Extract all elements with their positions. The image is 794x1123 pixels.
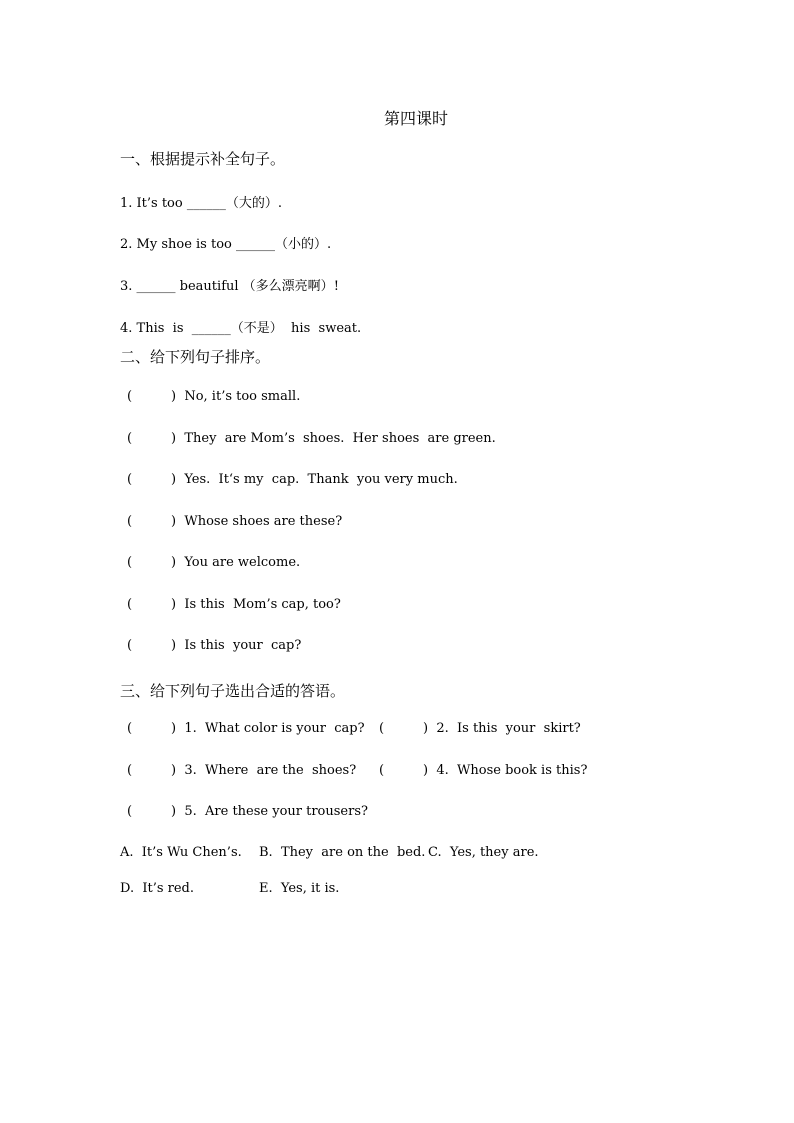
answer-option-c: C. Yes, they are. [428,845,539,860]
answer-paren-open: ( [127,431,133,446]
answer-option-d: D. It’s red. [120,881,195,896]
answer-paren-open: ( [127,763,133,778]
match-question-4 [379,763,587,778]
answer-paren-close: ) [171,638,177,653]
answer-option-b: B. They are on the bed. [259,845,426,860]
answer-paren-open: ( [127,638,133,653]
order-item-1 [127,389,300,404]
item-hint: （不是） [230,321,283,336]
question-text: 5. Are these your trousers? [184,804,368,819]
item-tail: . [277,196,282,211]
order-item-5 [127,555,300,570]
item-text: 2. My shoe is too ______ [120,237,275,252]
answer-paren-open: ( [127,389,133,404]
answer-paren-open: ( [127,721,133,736]
match-question-5 [127,804,368,819]
question-text: 1. What color is your cap? [184,721,365,736]
page-title: 第四课时 [383,109,448,128]
item-text: 3. ______ beautiful [120,279,243,294]
order-sentence: No, it’s too small. [184,389,301,404]
order-item-2 [127,431,496,446]
match-question-1 [127,721,365,736]
order-sentence: Is this your cap? [184,638,302,653]
answer-paren-close: ) [423,763,429,778]
item-text: 4. This is ______ [120,321,231,336]
order-item-3 [127,472,458,487]
answer-paren-close: ) [171,597,177,612]
answer-paren-open: ( [127,597,133,612]
fill-blank-item-4 [120,317,361,336]
answer-paren-open: ( [127,514,133,529]
order-sentence: They are Mom’s shoes. Her shoes are green. [184,431,496,446]
item-hint: （多么漂亮啊） [242,279,334,294]
answer-paren-close: ) [171,555,177,570]
item-hint: （小的） [275,237,328,252]
order-item-6 [127,597,341,612]
answer-paren-close: ) [171,431,177,446]
answer-paren-open: ( [379,721,385,736]
answer-paren-close: ) [171,514,177,529]
order-item-4 [127,514,342,529]
order-sentence: Yes. It‘s my cap. Thank you very much. [184,472,458,487]
order-sentence: You are welcome. [184,555,301,570]
question-text: 3. Where are the shoes? [184,763,357,778]
answer-paren-close: ) [171,472,177,487]
item-hint: （大的） [225,196,278,211]
fill-blank-item-1 [120,192,282,211]
answer-paren-close: ) [171,763,177,778]
section3-heading: 三、给下列句子选出合适的答语。 [120,682,346,700]
order-sentence: Is this Mom’s cap, too? [184,597,341,612]
answer-paren-close: ) [171,804,177,819]
item-text: 1. It’s too ______ [120,196,226,211]
answer-paren-open: ( [127,804,133,819]
question-text: 2. Is this your skirt? [436,721,581,736]
answer-option-e: E. Yes, it is. [259,881,340,896]
answer-paren-close: ) [171,721,177,736]
item-tail: his sweat. [282,321,362,336]
match-question-3 [127,763,356,778]
section1-heading: 一、根据提示补全句子。 [120,150,286,168]
item-tail: ! [333,279,339,294]
match-question-2 [379,721,581,736]
question-text: 4. Whose book is this? [436,763,588,778]
fill-blank-item-2 [120,233,331,252]
answer-paren-close: ) [171,389,177,404]
item-tail: . [327,237,332,252]
section2-heading: 二、给下列句子排序。 [120,348,271,366]
answer-option-a: A. It’s Wu Chen’s. [120,845,242,860]
answer-paren-close: ) [423,721,429,736]
order-sentence: Whose shoes are these? [184,514,343,529]
answer-paren-open: ( [379,763,385,778]
order-item-7 [127,638,301,653]
answer-paren-open: ( [127,555,133,570]
answer-paren-open: ( [127,472,133,487]
fill-blank-item-3 [120,275,339,294]
